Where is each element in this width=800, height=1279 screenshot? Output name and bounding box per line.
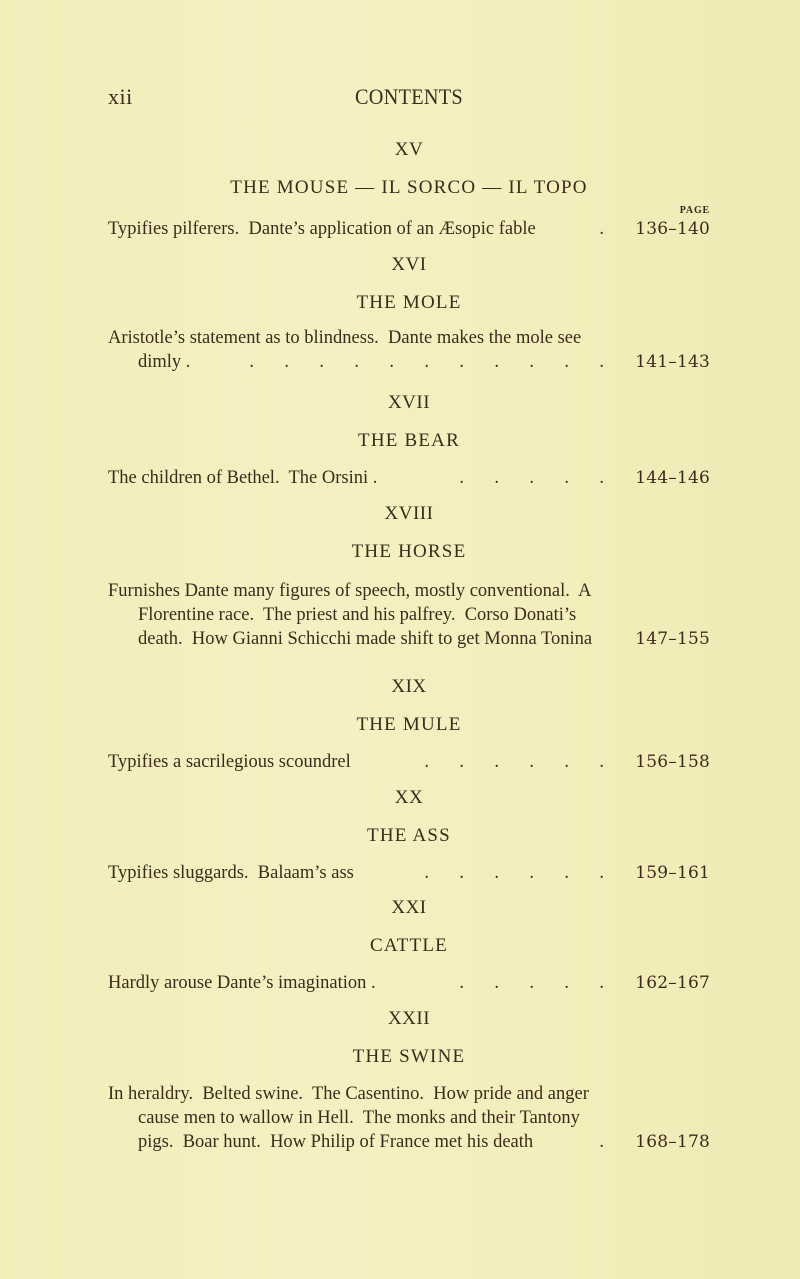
entry-text: pigs. Boar hunt. How Philip of France met his death [138, 1132, 534, 1152]
toc-entry[interactable] [108, 861, 710, 885]
entry-text: In heraldry. Belted swine. The Casentino. How pride and anger [108, 1084, 589, 1104]
toc-chapter-xix [108, 674, 710, 774]
dot-leader: . . . . . [459, 973, 605, 993]
entry-line [108, 1082, 710, 1106]
entry-line [108, 326, 710, 350]
entry-line [108, 466, 710, 490]
entry-text: Typifies pilferers. Dante’s application of an Æsopic fable [108, 219, 536, 239]
chapter-title: THE SWINE [352, 1046, 466, 1067]
toc-entry[interactable] [108, 326, 710, 374]
chapter-title: THE BEAR [358, 430, 460, 451]
dot-leader: . . . . . . [424, 752, 605, 772]
entry-line [108, 750, 710, 774]
chapter-title: THE MOUSE — IL SORCO — IL TOPO [230, 177, 588, 198]
entry-line [108, 1130, 710, 1154]
toc-entry[interactable] [108, 579, 710, 651]
chapter-title: CATTLE [370, 935, 448, 956]
dot-leader: . . . . . . [424, 863, 605, 883]
entry-text: Furnishes Dante many figures of speech, mostly conventional. A [108, 581, 592, 601]
page-range: 141–143 [635, 352, 710, 372]
toc-chapter-xvii [108, 390, 710, 490]
toc-chapter-xv [108, 137, 710, 241]
toc-chapter-xxi [108, 895, 710, 995]
page-range: 162–167 [635, 973, 710, 993]
chapter-numeral: XV [394, 139, 424, 160]
entry-line [108, 217, 710, 241]
toc-chapter-xxii [108, 1006, 710, 1154]
entry-text: cause men to wallow in Hell. The monks and their Tantony [138, 1108, 580, 1128]
entry-text: Typifies sluggards. Balaam’s ass [108, 863, 354, 883]
page-range: 159–161 [635, 863, 710, 883]
entry-text: dimly . [138, 352, 191, 372]
page-range: 168–178 [635, 1132, 710, 1152]
chapter-numeral: XVII [387, 392, 431, 413]
chapter-title: THE ASS [367, 825, 451, 846]
toc-entry[interactable] [108, 1082, 710, 1154]
entry-line [108, 627, 710, 651]
entry-text: The children of Bethel. The Orsini . [108, 468, 378, 488]
chapter-numeral: XVI [391, 254, 427, 275]
toc-entry[interactable] [108, 466, 710, 490]
page-number: xii [108, 84, 133, 109]
dot-leader: . . . . . [459, 468, 605, 488]
toc-chapter-xviii [108, 501, 710, 651]
entry-line [108, 603, 710, 627]
entry-line [108, 579, 710, 603]
toc-chapter-xvi [108, 252, 710, 374]
toc-entry[interactable] [108, 971, 710, 995]
entry-text: Aristotle’s statement as to blindness. Dante makes the mole see [108, 328, 582, 348]
chapter-title: THE MOLE [356, 292, 462, 313]
chapter-title: THE MULE [356, 714, 462, 735]
toc-entry[interactable] [108, 750, 710, 774]
entry-text: Typifies a sacrilegious scoundrel [108, 752, 351, 772]
entry-line [108, 1106, 710, 1130]
entry-line [108, 971, 710, 995]
chapter-numeral: XXI [391, 897, 427, 918]
entry-line [108, 861, 710, 885]
entry-text: Florentine race. The priest and his palfrey. Corso Donati’s [138, 605, 577, 625]
dot-leader: . [599, 1132, 605, 1152]
chapter-numeral: XIX [391, 676, 427, 697]
entry-line [108, 350, 710, 374]
running-head: CONTENTS [355, 84, 463, 109]
dot-leader: . . . . . . . . . . . [249, 352, 605, 372]
page-range: 136–140 [635, 219, 710, 239]
dot-leader: . [599, 219, 605, 239]
entry-text: Hardly arouse Dante’s imagination . [108, 973, 376, 993]
page-range: 144–146 [635, 468, 710, 488]
entry-text: death. How Gianni Schicchi made shift to get Monna Tonina [138, 629, 593, 649]
page-column-label: PAGE [679, 205, 710, 216]
chapter-numeral: XVIII [384, 503, 434, 524]
toc-entry[interactable] [108, 217, 710, 241]
chapter-numeral: XXII [387, 1008, 431, 1029]
page-range: 156–158 [635, 752, 710, 772]
chapter-title: THE HORSE [351, 541, 467, 562]
page-range: 147–155 [635, 629, 710, 649]
page-header [108, 84, 710, 114]
chapter-numeral: XX [394, 787, 424, 808]
toc-chapter-xx [108, 785, 710, 885]
